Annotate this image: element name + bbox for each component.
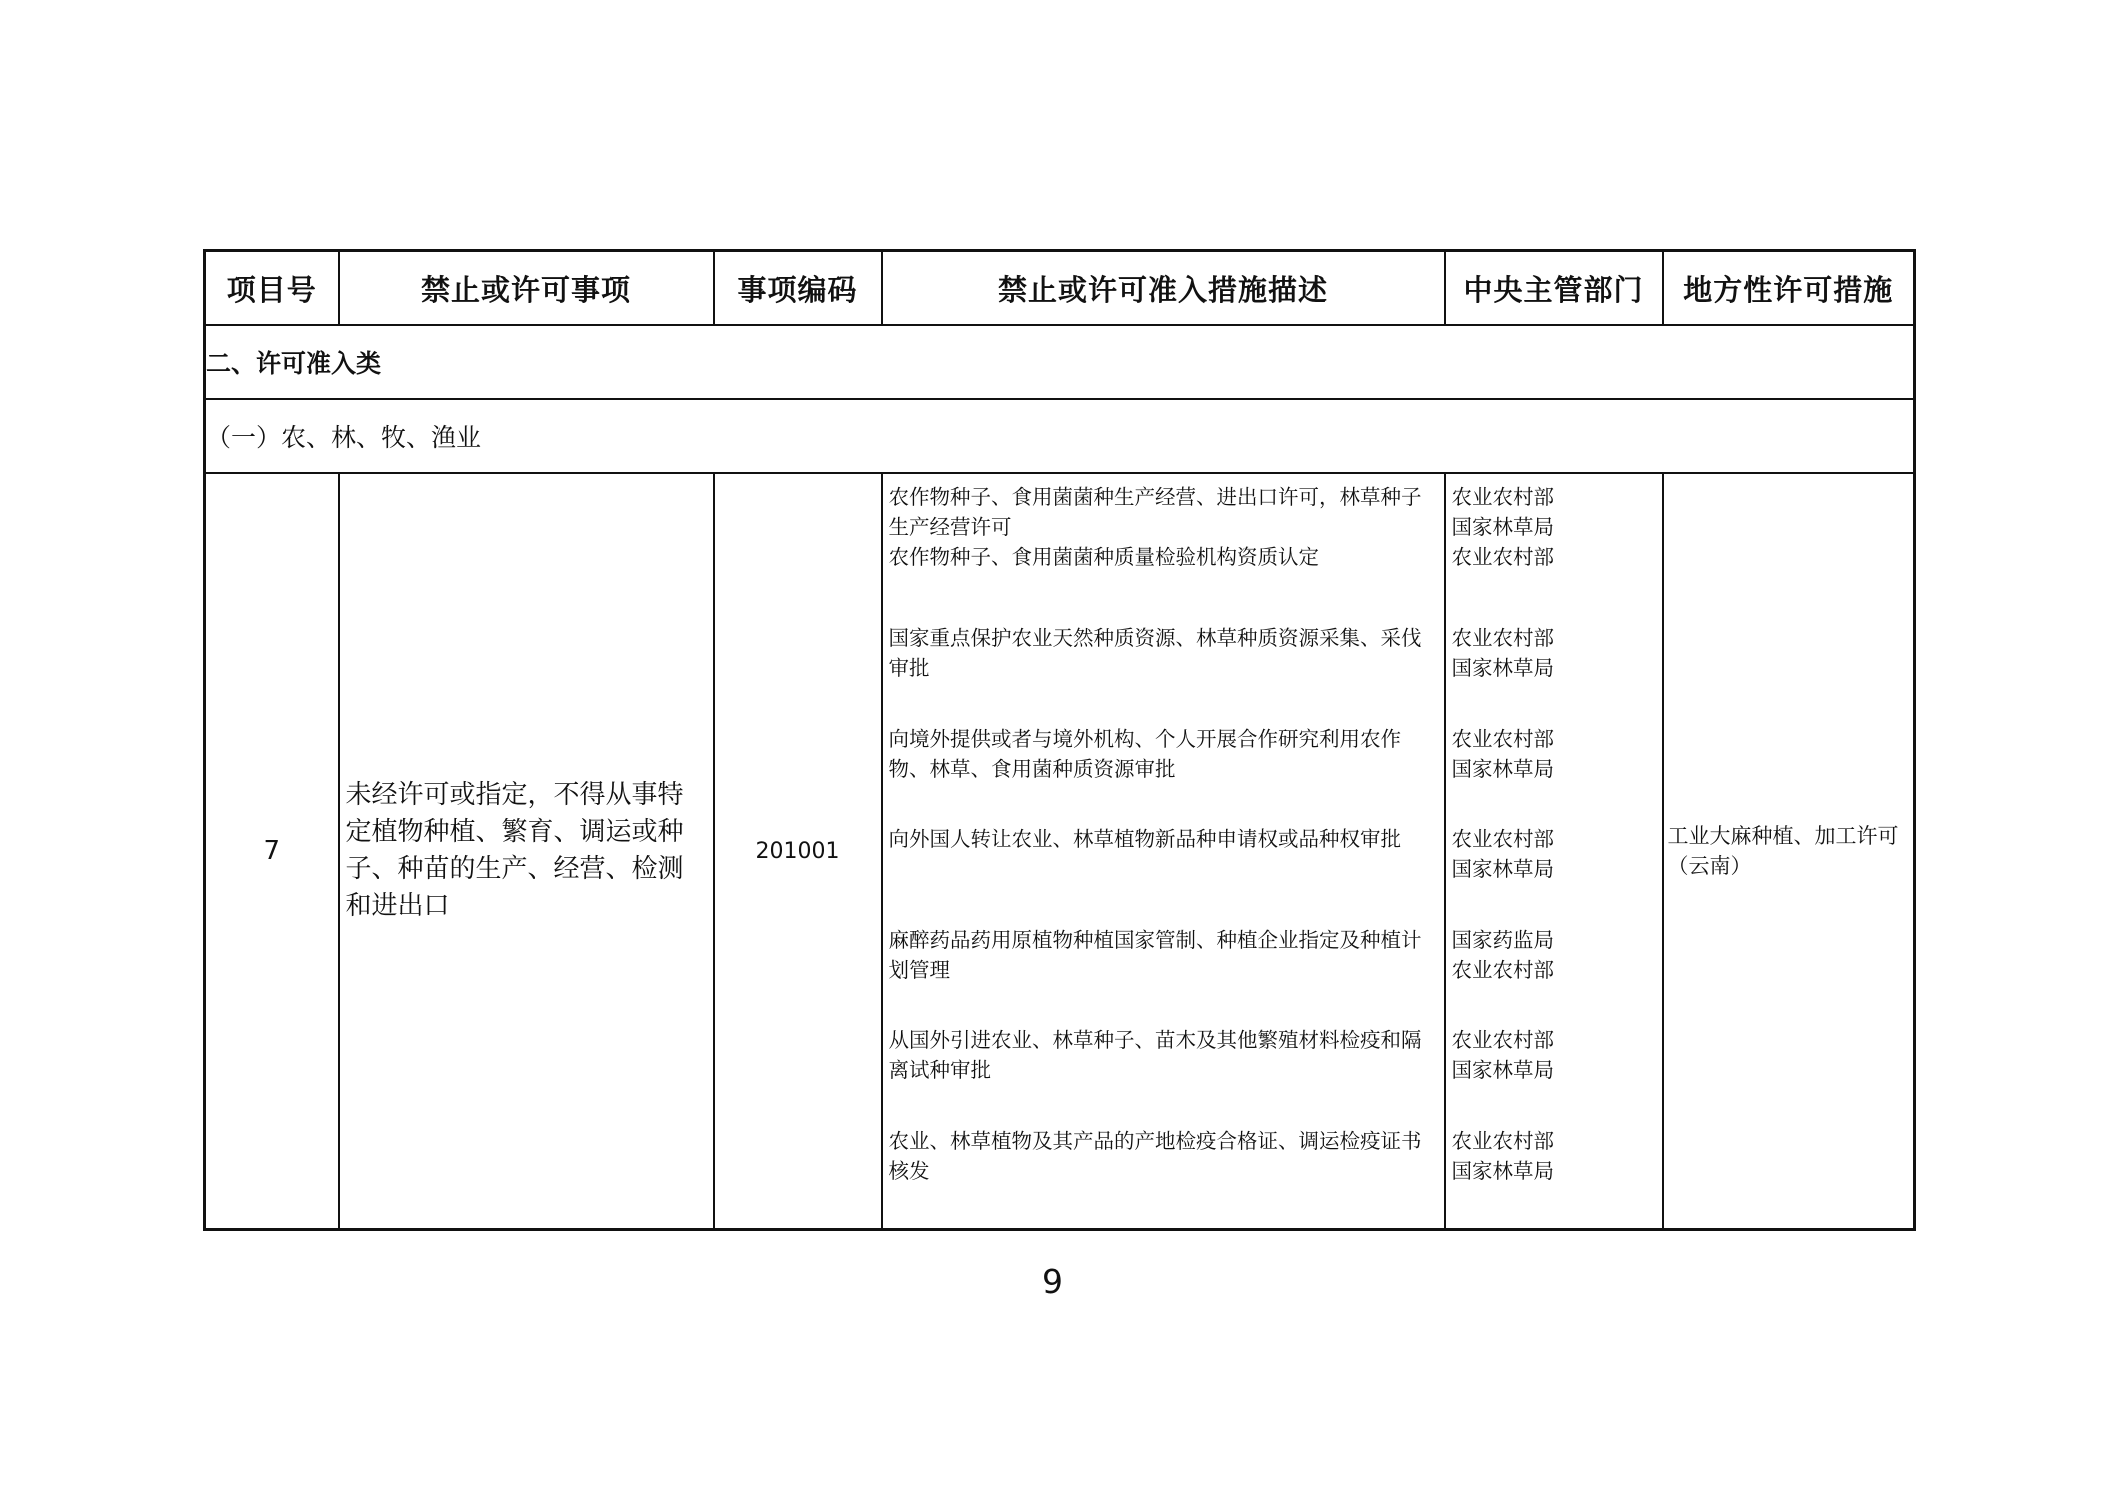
subsection-row <box>205 399 1915 473</box>
department-list <box>1446 474 1662 1228</box>
department-name: 农业农村部 <box>1451 545 1554 569</box>
department-name: 国家药监局 <box>1451 928 1554 952</box>
department-name: 农业农村部 <box>1451 485 1554 509</box>
measure-description: 从国外引进农业、林草种子、苗木及其他繁殖材料检疫和隔离试种审批 <box>888 1028 1422 1082</box>
department-name: 国家林草局 <box>1451 857 1554 881</box>
department-name: 农业农村部 <box>1451 958 1554 982</box>
department-group <box>1452 724 1652 784</box>
department-name: 农业农村部 <box>1451 1129 1554 1153</box>
market-access-table <box>203 249 1916 1231</box>
header-cell: 禁止或许可事项 <box>339 251 714 326</box>
measure-description: 向境外提供或者与境外机构、个人开展合作研究利用农作物、林草、食用菌种质资源审批 <box>888 727 1401 781</box>
department-group <box>1452 925 1652 985</box>
measure-description: 农作物种子、食用菌菌种质量检验机构资质认定 <box>888 545 1319 569</box>
section-title: 二、许可准入类 <box>205 325 1915 399</box>
department-group <box>1452 542 1652 572</box>
departments-cell <box>1445 473 1663 1230</box>
item-code: 201001 <box>714 473 882 1230</box>
header-cell: 中央主管部门 <box>1445 251 1663 326</box>
department-name: 农业农村部 <box>1451 827 1554 851</box>
department-group <box>1452 623 1652 683</box>
table-row <box>205 473 1915 1230</box>
header-cell: 事项编码 <box>714 251 882 326</box>
item-number: 7 <box>205 473 339 1230</box>
department-group <box>1452 1025 1652 1085</box>
department-name: 国家林草局 <box>1451 515 1554 539</box>
subsection-title: （一）农、林、牧、渔业 <box>205 399 1915 473</box>
page-number: 9 <box>1042 1262 1063 1301</box>
department-name: 国家林草局 <box>1451 1058 1554 1082</box>
department-group <box>1452 824 1652 884</box>
department-name: 农业农村部 <box>1451 1028 1554 1052</box>
department-name: 农业农村部 <box>1451 626 1554 650</box>
department-group <box>1452 1126 1652 1186</box>
department-group <box>1452 482 1652 542</box>
department-name: 国家林草局 <box>1451 757 1554 781</box>
header-row <box>205 251 1915 326</box>
department-name: 农业农村部 <box>1451 727 1554 751</box>
measure-description: 麻醉药品药用原植物种植国家管制、种植企业指定及种植计划管理 <box>888 928 1422 982</box>
item-description: 未经许可或指定，不得从事特定植物种植、繁育、调运或种子、种苗的生产、经营、检测和进出口 <box>339 473 714 1230</box>
measure-description: 向外国人转让农业、林草植物新品种申请权或品种权审批 <box>888 827 1401 851</box>
section-row <box>205 325 1915 399</box>
header-cell: 地方性许可措施 <box>1663 251 1915 326</box>
header-cell: 禁止或许可准入措施描述 <box>882 251 1445 326</box>
measure-description: 农业、林草植物及其产品的产地检疫合格证、调运检疫证书核发 <box>888 1129 1422 1183</box>
measure-description: 农作物种子、食用菌菌种生产经营、进出口许可，林草种子生产经营许可 <box>888 485 1422 539</box>
measure-list <box>883 474 1444 1228</box>
local-measure: 工业大麻种植、加工许可（云南） <box>1663 473 1915 1230</box>
measure-description: 国家重点保护农业天然种质资源、林草种质资源采集、采伐审批 <box>888 626 1422 680</box>
measures-cell <box>882 473 1445 1230</box>
header-cell: 项目号 <box>205 251 339 326</box>
department-name: 国家林草局 <box>1451 656 1554 680</box>
department-name: 国家林草局 <box>1451 1159 1554 1183</box>
